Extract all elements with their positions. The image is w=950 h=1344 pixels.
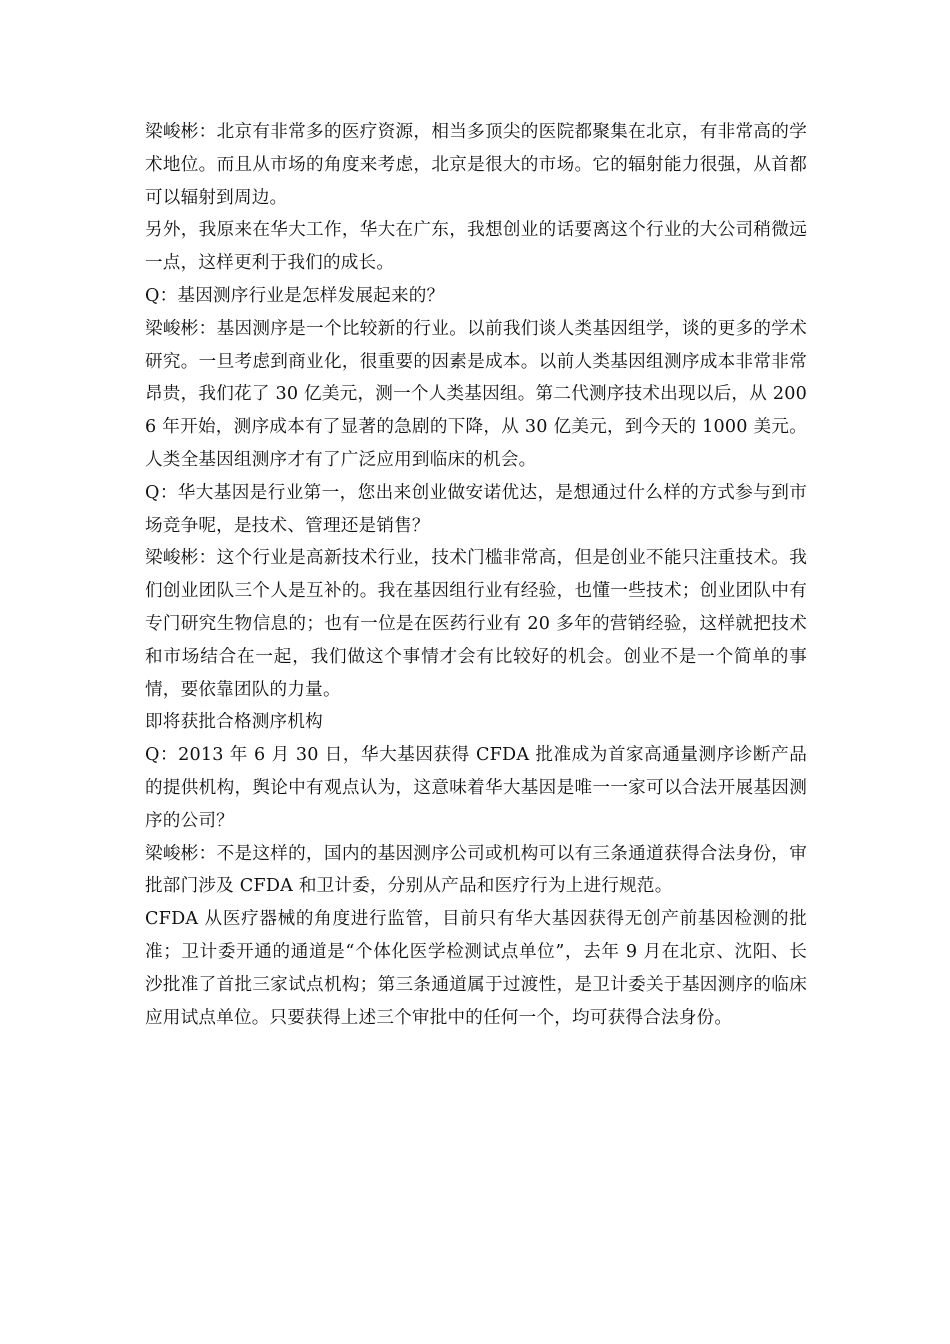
question-industry-development: Q：基因测序行业是怎样发展起来的？ [145, 285, 445, 306]
answer-industry-development: 梁峻彬：基因测序是一个比较新的行业。以前我们谈人类基因组学，谈的更多的学术研究。一旦考虑到商业化，很重要的因素是成本。以前人类基因组测序成本非常非常昂贵，我们花了 30 亿美元，测一个人类基因组。第二代测序技术出现以后，从 2006 年开始，测序成本有了显著的急剧的下降，从 30 亿美元，到今天的 1000 美元。人类全基因组测序才有了广泛应用到临床的机会。 [145, 318, 807, 470]
document-body [145, 116, 807, 1034]
question-cfda-approval: Q：2013 年 6 月 30 日，华大基因获得 CFDA 批准成为首家高通量测序诊断产品的提供机构，舆论中有观点认为，这意味着华大基因是唯一一家可以合法开展基因测序的公司？ [145, 745, 807, 831]
question-competition: Q：华大基因是行业第一，您出来创业做安诺优达，是想通过什么样的方式参与到市场竞争呢，是技术、管理还是销售？ [145, 482, 807, 536]
paragraph-leaving-bgi: 另外，我原来在华大工作，华大在广东，我想创业的话要离这个行业的大公司稍微远一点，这样更利于我们的成长。 [145, 220, 807, 274]
answer-cfda-approval: 梁峻彬：不是这样的，国内的基因测序公司或机构可以有三条通道获得合法身份，审批部门涉及 CFDA 和卫计委，分别从产品和医疗行为上进行规范。 [145, 843, 807, 897]
paragraph-three-channels: CFDA 从医疗器械的角度进行监管，目前只有华大基因获得无创产前基因检测的批准；卫计委开通的通道是“个体化医学检测试点单位”，去年 9 月在北京、沈阳、长沙批准了首批三家试点机构；第三条通道属于过渡性，是卫计委关于基因测序的临床应用试点单位。只要获得上述三个审批中的任何一个，均可获得合法身份。 [145, 909, 807, 1028]
paragraph-beijing-resources: 梁峻彬：北京有非常多的医疗资源，相当多顶尖的医院都聚集在北京，有非常高的学术地位。而且从市场的角度来考虑，北京是很大的市场。它的辐射能力很强，从首都可以辐射到周边。 [145, 122, 807, 208]
section-heading: 即将获批合格测序机构 [145, 712, 323, 733]
answer-competition: 梁峻彬：这个行业是高新技术行业，技术门槛非常高，但是创业不能只注重技术。我们创业团队三个人是互补的。我在基因组行业有经验，也懂一些技术；创业团队中有专门研究生物信息的；也有一位是在医药行业有 20 多年的营销经验，这样就把技术和市场结合在一起，我们做这个事情才会有比较好的机会。创业不是一个简单的事情，要依靠团队的力量。 [145, 548, 807, 700]
